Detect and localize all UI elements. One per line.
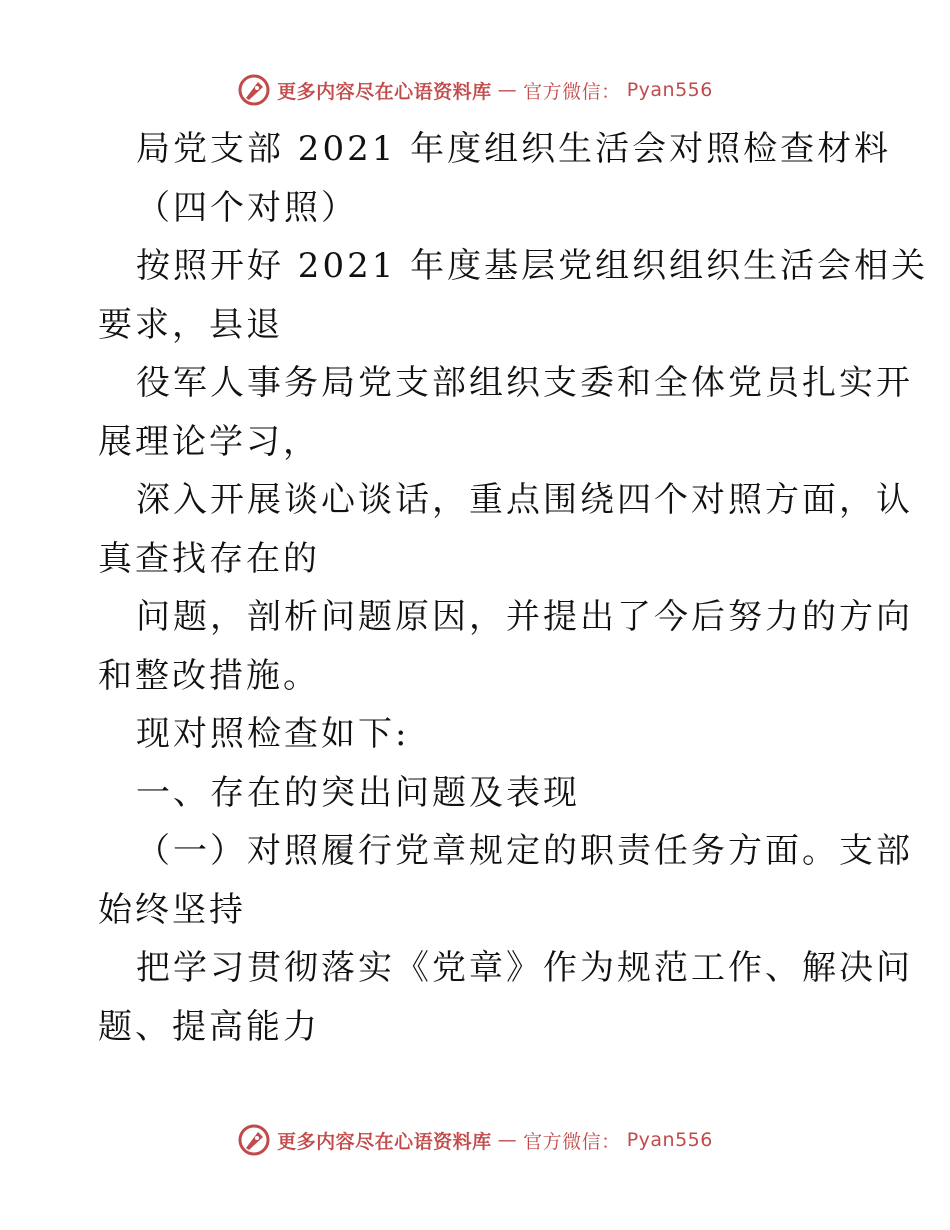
paragraph-line: 展理论学习， [98,421,320,462]
pen-nib-logo-icon [237,73,271,107]
watermark-wechat-label: 官方微信： [523,80,621,103]
paragraph-line: 问题，剖析问题原因，并提出了今后努力的方向 [136,597,913,637]
paragraph-line: 按照开好 2021 年度基层党组织组织生活会相关 [136,246,929,286]
watermark-banner-bottom [0,1120,950,1160]
paragraph-line: （一）对照履行党章规定的职责任务方面。支部 [136,831,913,871]
watermark-main-text: 更多内容尽在心语资料库 [277,1130,492,1153]
watermark-wechat-label: 官方微信： [523,1130,621,1153]
paragraph-line: 把学习贯彻落实《党章》作为规范工作、解决问 [136,948,913,988]
paragraph-line: 始终坚持 [98,889,246,930]
watermark-wechat-id: Pyan556 [626,79,713,101]
watermark-banner-top [0,70,950,110]
watermark-wechat-id: Pyan556 [626,1129,713,1151]
document-title: 局党支部 2021 年度组织生活会对照检查材料 [136,129,892,169]
watermark-main-text: 更多内容尽在心语资料库 [277,80,492,103]
watermark-separator: — [497,79,518,101]
document-body [98,120,929,1056]
paragraph-line: 深入开展谈心谈话，重点围绕四个对照方面，认 [136,480,913,520]
paragraph-line: 要求，县退 [98,304,283,345]
paragraph-line: 题、提高能力 [98,1006,320,1047]
paragraph-line: 现对照检查如下: [136,714,410,754]
paragraph-line: 役军人事务局党支部组织支委和全体党员扎实开 [136,363,913,403]
section-heading: 一、存在的突出问题及表现 [136,772,580,813]
document-subtitle: （四个对照） [136,187,358,228]
pen-nib-logo-icon [237,1123,271,1157]
watermark-separator: — [497,1129,518,1151]
paragraph-line: 真查找存在的 [98,538,320,579]
paragraph-line: 和整改措施。 [98,655,320,696]
